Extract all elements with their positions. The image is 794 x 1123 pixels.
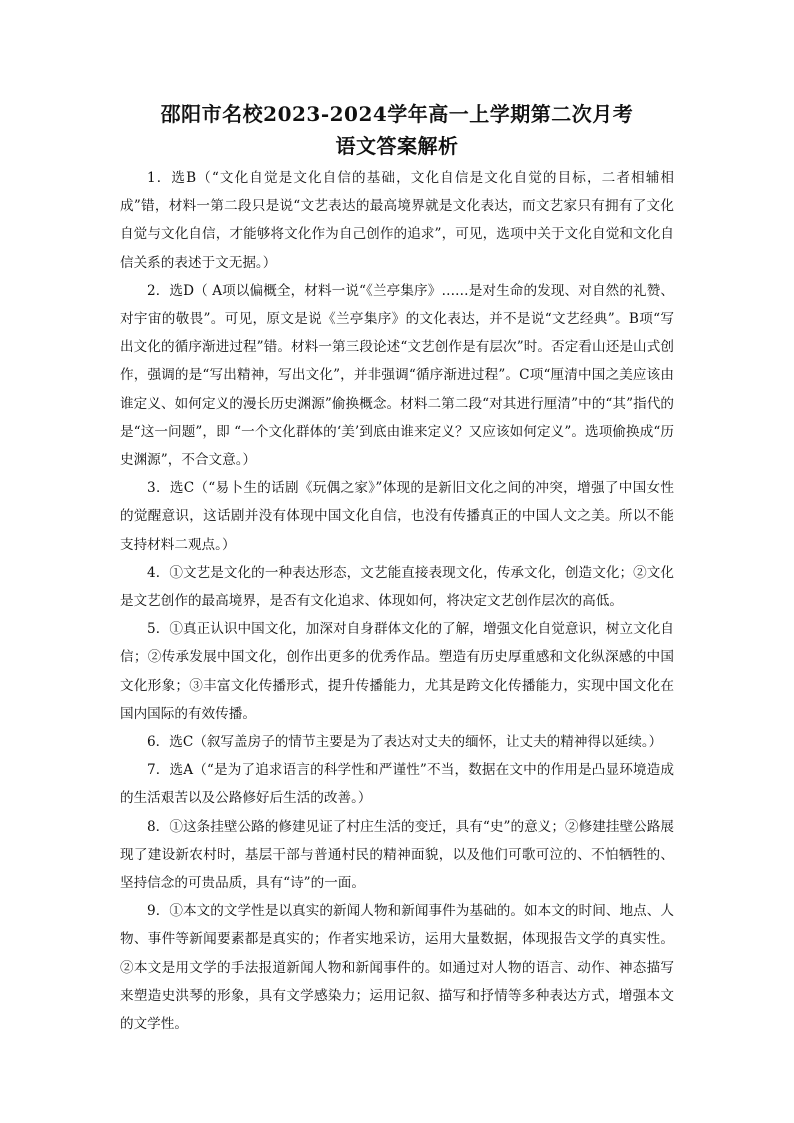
answer-4: 4．①文艺是文化的一种表达形态，文艺能直接表现文化，传承文化，创造文化；②文化是文艺创作的最高境界，是否有文化追求、体现如何，将决定文艺创作层次的高低。 [120, 564, 674, 610]
answer-3: 3．选C（“易卜生的话剧《玩偶之家》”体现的是新旧文化之间的冲突，增强了中国女性的觉醒意识，这话剧并没有体现中国文化自信，也没有传播真正的中国人文之美。所以不能支持材料二观点。） [120, 480, 674, 553]
answer-7: 7．选A（“是为了追求语言的科学性和严谨性”不当，数据在文中的作用是凸显环境造成的生活艰苦以及公路修好后生活的改善。） [120, 762, 674, 807]
answer-list [120, 164, 674, 1038]
document-title: 邵阳市名校2023-2024学年高一上学期第二次月考 [160, 102, 634, 126]
answer-5: 5．①真正认识中国文化，加深对自身群体文化的了解，增强文化自觉意识，树立文化自信；②传承发展中国文化，创作出更多的优秀作品。塑造有历史厚重感和文化纵深感的中国文化形象；③丰富文化传播形式，提升传播能力，尤其是跨文化传播能力，实现中国文化在国内国际的有效传播。 [120, 621, 674, 722]
answer-8: 8．①这条挂壁公路的修建见证了村庄生活的变迁，具有“史”的意义；②修建挂壁公路展现了建设新农村时，基层干部与普通村民的精神面貌，以及他们可歌可泣的、不怕牺牲的、坚持信念的可贵品质，具有“诗”的一面。 [120, 818, 674, 892]
document-subtitle: 语文答案解析 [335, 134, 459, 158]
answer-2: 2．选D（ A项以偏概全，材料一说“《兰亭集序》……是对生命的发现、对自然的礼赞、对宇宙的敬畏”。可见，原文是说《兰亭集序》的文化表达，并不是说“文艺经典”。B项“写出文化的循序渐进过程”错。材料一第三段论述“文艺创作是有层次”时。否定看山还是山式创作，强调的是“写出精神，写出文化”，并非强调“循序渐进过程”。C项“厘清中国之美应该由谁定义、如何定义的漫长历史渊源”偷换概念。材料二第二段“对其进行厘清”中的“其”指代的是“这一问题”，即 “一个文化群体的‘美’到底由谁来定义？又应该如何定义”。选项偷换成“历史渊源”，不合文意。） [120, 282, 674, 469]
answer-6: 6．选C（叙写盖房子的情节主要是为了表达对丈夫的缅怀，让丈夫的精神得以延续。） [147, 734, 663, 751]
answer-9: 9．①本文的文学性是以真实的新闻人物和新闻事件为基础的。如本文的时间、地点、人物、事件等新闻要素都是真实的；作者实地采访，运用大量数据，体现报告文学的真实性。②本文是用文学的手法报道新闻人物和新闻事件的。如通过对人物的语言、动作、神态描写来塑造史洪琴的形象，具有文学感染力；运用记叙、描写和抒情等多种表达方式，增强本文的文学性。 [120, 903, 674, 1033]
answer-1: 1．选B（“文化自觉是文化自信的基础，文化自信是文化自觉的目标，二者相辅相成”错，材料一第二段只是说“文艺表达的最高境界就是文化表达，而文艺家只有拥有了文化自觉与文化自信，才能够将文化作为自己创作的追求”，可见，选项中关于文化自觉和文化自信关系的表述于文无据。） [120, 170, 674, 271]
